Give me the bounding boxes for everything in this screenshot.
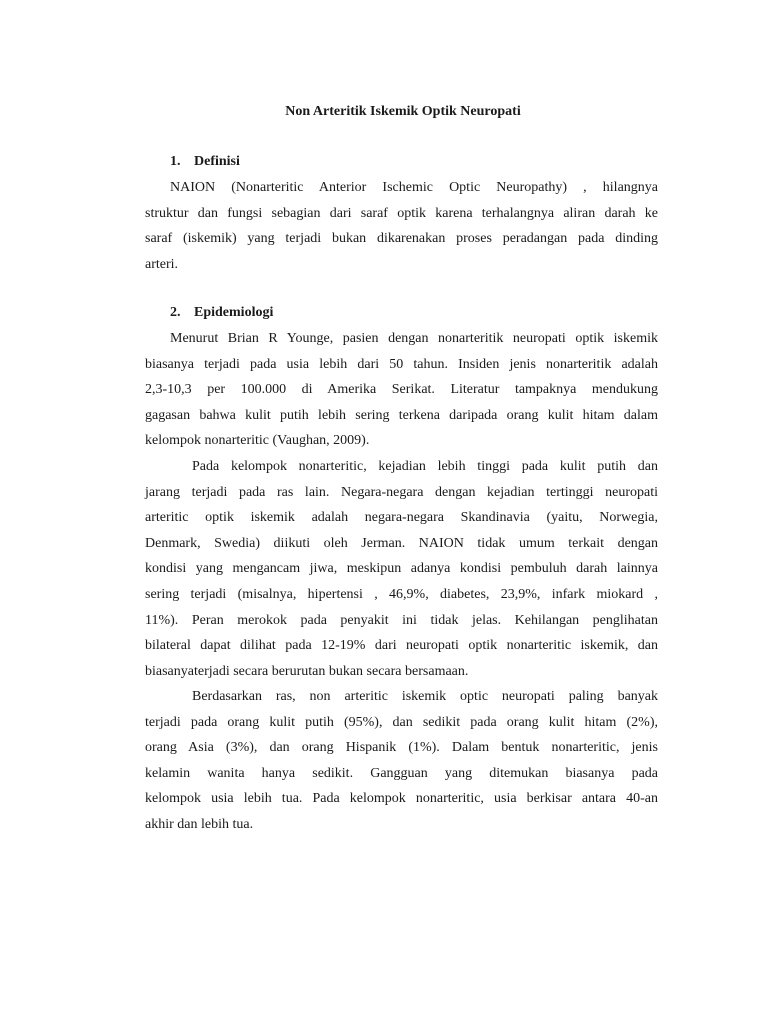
text-line: kelamin wanita hanya sedikit. Gangguan yang ditemukan biasanya pada [145,765,658,781]
text-line: NAION (Nonarteritic Anterior Ischemic Optic Neuropathy) , hilangnya [170,180,658,195]
text-line: 11%). Peran merokok pada penyakit ini tidak jelas. Kehilangan penglihatan [145,612,658,628]
paragraph-epidemiologi-1 [145,326,658,454]
paragraph-epidemiologi-2 [145,454,658,684]
text-line: saraf (iskemik) yang terjadi bukan dikarenakan proses peradangan pada dinding [145,231,658,247]
text-line: biasanyaterjadi secara berurutan bukan secara bersamaan. [145,663,469,679]
section-number: 2. [170,305,181,320]
text-line: jarang terjadi pada ras lain. Negara-negara dengan kejadian tertinggi neuropati [145,484,658,500]
document-title: Non Arteritik Iskemik Optik Neuropati [285,104,521,119]
section-number: 1. [170,154,181,169]
paragraph-epidemiologi-3 [145,684,658,838]
text-line: struktur dan fungsi sebagian dari saraf optik karena terhalangnya aliran darah ke [145,205,658,221]
text-line: arteri. [145,256,179,272]
section-heading-definisi [170,153,240,171]
text-line: kondisi yang mengancam jiwa, meskipun adanya kondisi pembuluh darah lainnya [145,561,658,577]
section-title: Epidemiologi [194,305,274,320]
paragraph-definisi [145,175,658,277]
text-line: Denmark, Swedia) diikuti oleh Jerman. NAION tidak umum terkait dengan [145,535,658,551]
text-line: Menurut Brian R Younge, pasien dengan nonarteritik neuropati optik iskemik [170,331,658,346]
text-line: bilateral dapat dilihat pada 12-19% dari neuropati optik nonarteritic iskemik, dan [145,638,658,654]
text-line: kelompok usia lebih tua. Pada kelompok nonarteritic, usia berkisar antara 40-an [145,791,658,807]
text-line: 2,3-10,3 per 100.000 di Amerika Serikat. Literatur tampaknya mendukung [145,382,658,398]
text-line: kelompok nonarteritic (Vaughan, 2009). [145,433,370,449]
text-line: gagasan bahwa kulit putih lebih sering terkena daripada orang kulit hitam dalam [145,407,658,423]
text-line: sering terjadi (misalnya, hipertensi , 46,9%, diabetes, 23,9%, infark miokard , [145,586,658,602]
text-line: biasanya terjadi pada usia lebih dari 50 tahun. Insiden jenis nonarteritik adalah [145,356,658,372]
text-line: Pada kelompok nonarteritic, kejadian lebih tinggi pada kulit putih dan [192,459,658,474]
text-line: arteritic optik iskemik adalah negara-negara Skandinavia (yaitu, Norwegia, [145,510,658,526]
text-line: terjadi pada orang kulit putih (95%), dan sedikit pada orang kulit hitam (2%), [145,714,658,730]
text-line: orang Asia (3%), dan orang Hispanik (1%). Dalam bentuk nonarteritic, jenis [145,740,658,756]
section-title: Definisi [194,154,240,169]
section-heading-epidemiologi [170,304,273,322]
text-line: akhir dan lebih tua. [145,816,254,832]
text-line: Berdasarkan ras, non arteritic iskemik optic neuropati paling banyak [192,689,658,704]
